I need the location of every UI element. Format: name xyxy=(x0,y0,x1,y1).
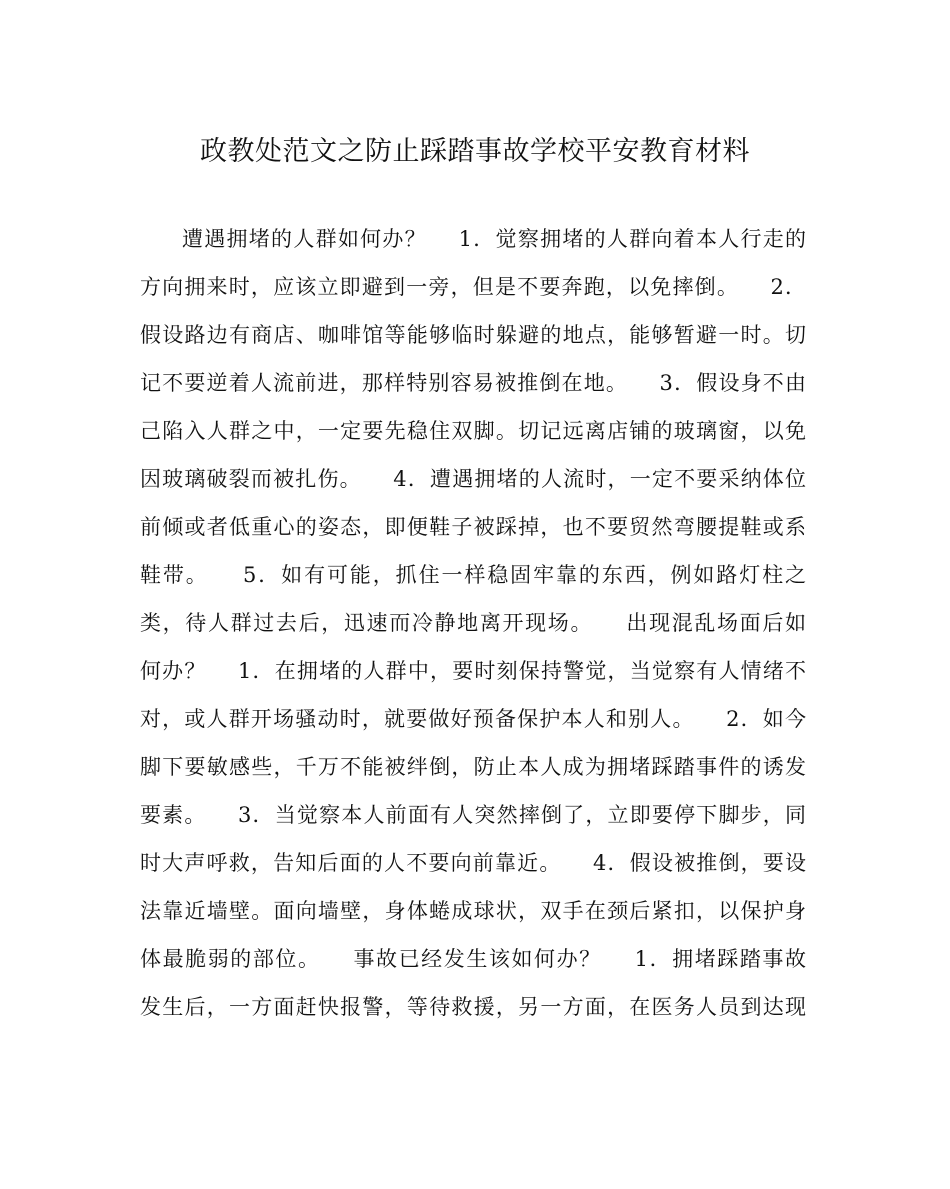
body-line: 类，待人群过去后，迅速而冷静地离开现场。 出现混乱场面后如 xyxy=(140,611,806,635)
body-line: 何办？ 1．在拥堵的人群中，要时刻保持警觉，当觉察有人情绪不 xyxy=(140,659,806,683)
body-line: 遭遇拥堵的人群如何办？ 1．觉察拥堵的人群向着本人行走的 xyxy=(182,227,806,251)
body-line: 体最脆弱的部位。 事故已经发生该如何办？ 1．拥堵踩踏事故 xyxy=(140,947,806,971)
body-line: 方向拥来时，应该立即避到一旁，但是不要奔跑，以免摔倒。 2． xyxy=(140,275,806,299)
document-body xyxy=(140,215,806,1031)
body-line: 己陷入人群之中，一定要先稳住双脚。切记远离店铺的玻璃窗，以免 xyxy=(140,419,806,443)
body-line: 发生后，一方面赶快报警，等待救援，另一方面，在医务人员到达现 xyxy=(140,995,806,1019)
body-line: 要素。 3．当觉察本人前面有人突然摔倒了，立即要停下脚步，同 xyxy=(140,803,806,827)
body-line: 前倾或者低重心的姿态，即便鞋子被踩掉，也不要贸然弯腰提鞋或系 xyxy=(140,515,806,539)
body-line: 假设路边有商店、咖啡馆等能够临时躲避的地点，能够暂避一时。切 xyxy=(140,323,806,347)
body-line: 记不要逆着人流前进，那样特别容易被推倒在地。 3．假设身不由 xyxy=(140,371,806,395)
body-line: 脚下要敏感些，千万不能被绊倒，防止本人成为拥堵踩踏事件的诱发 xyxy=(140,755,806,779)
body-line: 时大声呼救，告知后面的人不要向前靠近。 4．假设被推倒，要设 xyxy=(140,851,806,875)
body-line: 对，或人群开场骚动时，就要做好预备保护本人和别人。 2．如今 xyxy=(140,707,806,731)
document-title: 政教处范文之防止踩踏事故学校平安教育材料 xyxy=(200,136,750,167)
body-line: 因玻璃破裂而被扎伤。 4．遭遇拥堵的人流时，一定不要采纳体位 xyxy=(140,467,806,491)
body-line: 法靠近墙壁。面向墙壁，身体蜷成球状，双手在颈后紧扣，以保护身 xyxy=(140,899,806,923)
body-line: 鞋带。 5．如有可能，抓住一样稳固牢靠的东西，例如路灯柱之 xyxy=(140,563,806,587)
